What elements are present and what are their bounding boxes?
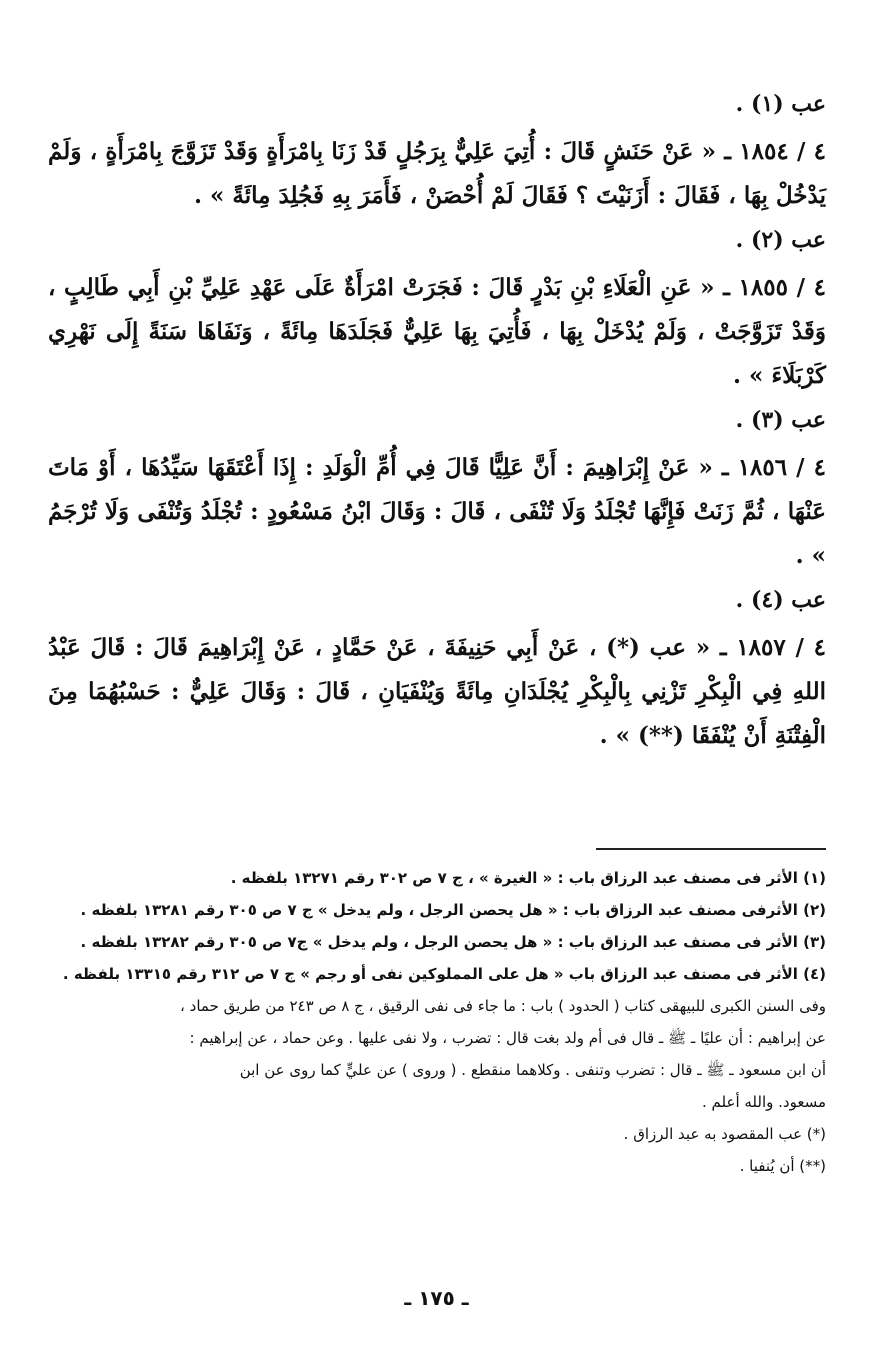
footnote-double-asterisk: (**) أن يُنفيا . <box>739 1157 826 1175</box>
reference-line-1: عب (١) . <box>735 91 826 117</box>
footnote-4: (٤) الأثر فى مصنف عبد الرزاق باب « هل على المملوكين نفى أو رجم » ج ٧ ص ٣١٢ رقم ١٣٣١٥ بلفظه . <box>62 965 826 983</box>
hadith-1855: ٤ / ١٨٥٥ ـ « عَنِ الْعَلَاءِ بْنِ بَدْرٍ قَالَ : فَجَرَتْ امْرَأَةٌ عَلَى عَهْدِ عَلِيِّ بْنِ أَبِي طَالِبٍ ، وَقَدْ تَزَوَّجَتْ ، وَلَمْ يُدْخَلْ بِهَا ، فَأُتِيَ بِهَا عَلِيٌّ فَجَلَدَهَا مِائَةً ، وَنَفَاهَا سَنَةً إِلَى نَهْرِي كَرْبَلَاءَ » . <box>48 274 827 389</box>
footnote-4-continuation-2: عن إبراهيم : أن عليًا ـ ﷺ ـ قال فى أم ولد بغت قال : تضرب ، ولا نفى عليها . وعن حماد ، عن إبراهيم : <box>189 1029 826 1047</box>
footnote-4-continuation-3: أن ابن مسعود ـ ﷺ ـ قال : تضرب وتنفى . وكلاهما منقطع . ( وروى ) عن عليٍّ كما روى عن ابن <box>239 1061 826 1079</box>
main-text <box>48 82 826 758</box>
footnote-divider <box>596 848 826 850</box>
hadith-1857: ٤ / ١٨٥٧ ـ « عب (*) ، عَنْ أَبِي حَنِيفَةَ ، عَنْ حَمَّادٍ ، عَنْ إِبْرَاهِيمَ قَالَ : قَالَ عَبْدُ اللهِ فِي الْبِكْرِ تَزْنِي بِالْبِكْرِ يُجْلَدَانِ مِائَةً وَيُنْفَيَانِ ، قَالَ : وَقَالَ عَلِيٌّ : حَسْبُهُمَا مِنَ الْفِتْنَةِ أَنْ يُنْفَقَا (**) » . <box>48 634 826 749</box>
footnote-1: (١) الأثر فى مصنف عبد الرزاق باب : « الغيرة » ، ج ٧ ص ٣٠٢ رقم ١٣٢٧١ بلفظه . <box>230 869 826 887</box>
reference-line-4: عب (٤) . <box>735 587 826 613</box>
page-number: ـ ١٧٥ ـ <box>404 1286 469 1310</box>
footnote-4-continuation-1: وفى السنن الكبرى للبيهقى كتاب ( الحدود ) باب : ما جاء فى نفى الرقيق ، ج ٨ ص ٢٤٣ من طريق حماد ، <box>180 997 826 1015</box>
footnote-3: (٣) الأثر فى مصنف عبد الرزاق باب : « هل يحصن الرجل ، ولم يدخل » ج٧ ص ٣٠٥ رقم ١٣٢٨٢ بلفظه . <box>80 933 826 951</box>
footnote-2: (٢) الأثرفى مصنف عبد الرزاق باب : « هل يحصن الرجل ، ولم يدخل » ج ٧ ص ٣٠٥ رقم ١٣٢٨١ بلفظه . <box>80 901 826 919</box>
reference-line-3: عب (٣) . <box>735 407 826 433</box>
footnote-asterisk: (*) عب المقصود به عبد الرزاق . <box>623 1125 826 1143</box>
reference-line-2: عب (٢) . <box>735 227 826 253</box>
footnotes <box>48 862 826 1182</box>
hadith-1856: ٤ / ١٨٥٦ ـ « عَنْ إِبْرَاهِيمَ : أَنَّ عَلِيًّا قَالَ فِي أُمِّ الْوَلَدِ : إِذَا أَعْتَقَهَا سَيِّدُهَا ، أَوْ مَاتَ عَنْهَا ، ثُمَّ زَنَتْ فَإِنَّهَا تُجْلَدُ وَلَا تُنْفَى ، قَالَ : وَقَالَ ابْنُ مَسْعُودٍ : تُجْلَدُ وَتُنْفَى وَلَا تُرْجَمُ » . <box>48 454 826 569</box>
footnote-4-continuation-4: مسعود. والله أعلم . <box>702 1093 826 1111</box>
hadith-1854: ٤ / ١٨٥٤ ـ « عَنْ حَنَشٍ قَالَ : أُتِيَ عَلِيٌّ بِرَجُلٍ قَدْ زَنَا بِامْرَأَةٍ وَقَدْ تَزَوَّجَ بِامْرَأَةٍ ، وَلَمْ يَدْخُلْ بِهَا ، فَقَالَ : أَزَنَيْتَ ؟ فَقَالَ لَمْ أُحْصَنْ ، فَأَمَرَ بِهِ فَجُلِدَ مِائَةً » . <box>48 138 826 209</box>
